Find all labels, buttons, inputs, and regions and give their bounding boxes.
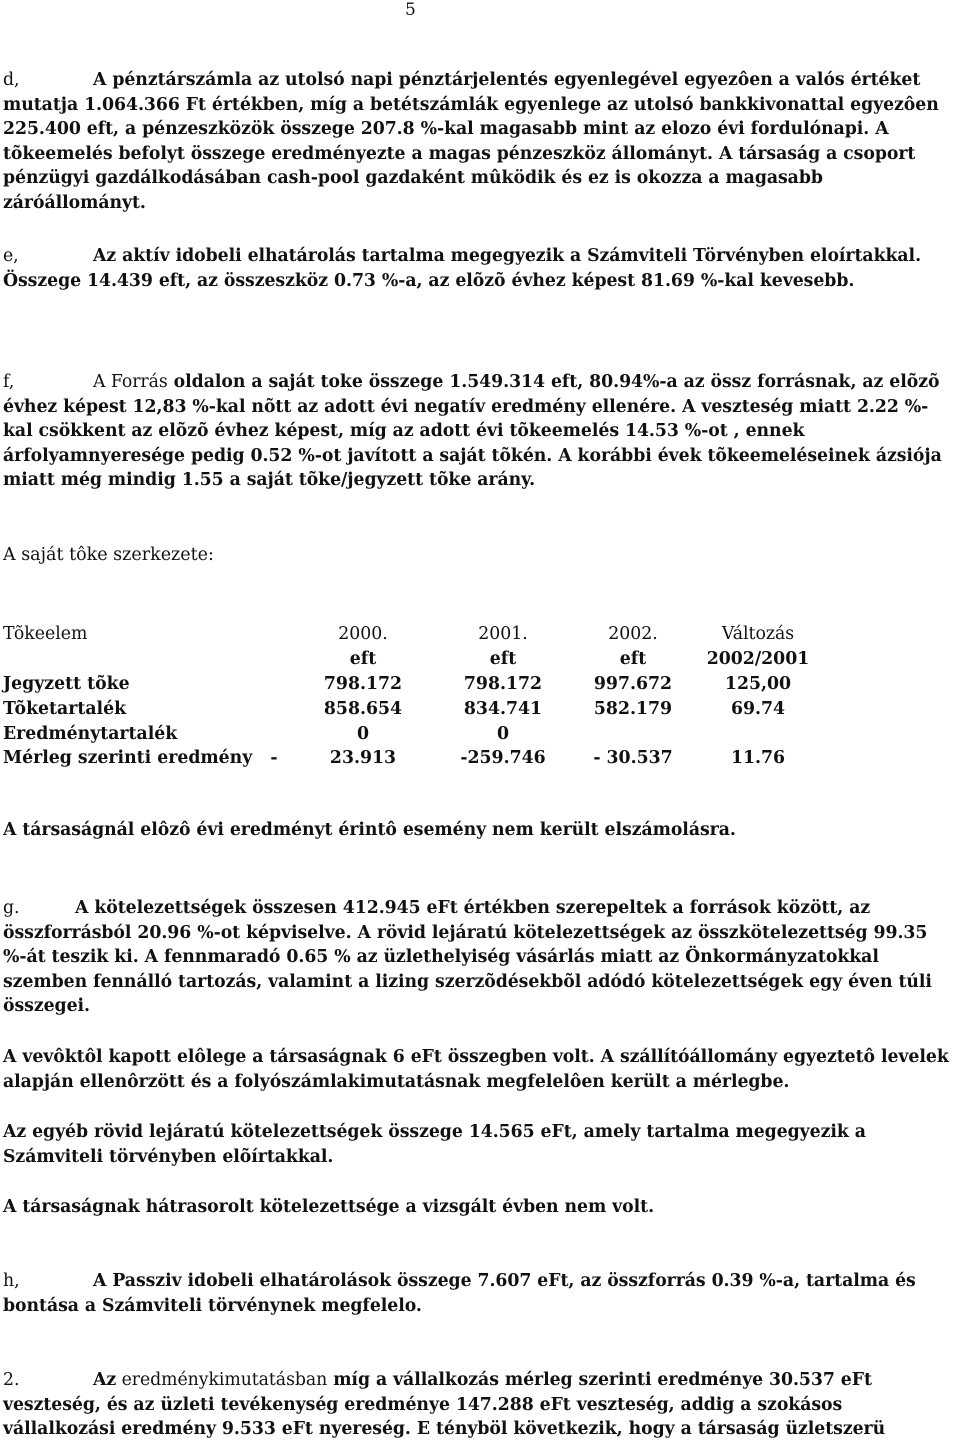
section-2-text-a: Az: [93, 1370, 117, 1390]
cell-2001: -259.746: [460, 748, 546, 769]
table-row: [3, 746, 828, 771]
section-h-paragraph: [3, 1269, 955, 1318]
table-row: [3, 696, 828, 721]
table-row: [3, 672, 828, 697]
cell-2002: [578, 721, 688, 746]
equity-heading: A saját tôke szerkezete:: [3, 545, 214, 565]
header-cell: 2000.: [338, 624, 388, 645]
equity-table-header: [3, 622, 828, 647]
event-note: A társaságnál elôzô évi eredményt érintô esemény nem került elszámolásra.: [3, 820, 736, 840]
section-d-text: A pénztárszámla az utolsó napi pénztárjelentés egyenlegével egyezôen a valós értéket mutatja 1.064.366 Ft értékben, míg a betétszámlák egyenlege az utolsó bankkivonattal egyezôen 225.400 eft, a pénzeszközök összege 207.8 %-kal magasabb mint az elozo évi fordulónapi. A tõkeemelés befolyt összege eredményezte a magas pénzeszköz állományt. A társaság a csoport pénzügyi gazdálkodásában cash-pool gazdaként mûködik és ez is okozza a magasabb záróállományt.: [3, 70, 939, 213]
equity-table: [3, 622, 828, 771]
section-e-label: e,: [3, 246, 19, 266]
section-f-paragraph: [3, 370, 955, 493]
page-number: 5: [405, 0, 416, 20]
cell-2002: - 30.537: [593, 748, 673, 769]
advance-note: A vevôktôl kapott elôlege a társaságnak 6 eFt összegben volt. A szállítóállomány egyeztetô levelek alapján ellenôrzött és a folyószámlakimutatásnak megfelelôen került a mérlegbe.: [3, 1047, 949, 1092]
section-e-text: Az aktív idobeli elhatárolás tartalma megegyezik a Számviteli Törvényben eloírtakkal. Összege 14.439 eft, az összeszköz 0.73 %-a, az elõzõ évhez képest 81.69 %-kal kevesebb.: [3, 246, 922, 291]
row-label: Jegyzett tõke: [3, 673, 130, 694]
cell-change: 11.76: [730, 748, 786, 769]
subheader-cell: [3, 647, 298, 672]
section-g-paragraph: [3, 896, 955, 1019]
section-f-text: oldalon a saját toke összege 1.549.314 eft, 80.94%-a az össz forrásnak, az elõzõ évhez képest 12,83 %-kal nõtt az adott évi negatív eredmény ellenére. A veszteség miatt 2.22 %-kal csökkent az elõzõ évhez képest, míg az adott évi tõkeemelés 14.53 %-ot , ennek árfolyamnyeresége pedig 0.52 %-ot javított a saját tõkén. A korábbi évek tõkeemeléseinek ázsiója miatt még mindig 1.55 a saját tõke/jegyzett tõke arány.: [3, 372, 942, 490]
cell-2001: 834.741: [463, 698, 543, 719]
row-label: Eredménytartalék: [3, 723, 178, 744]
section-d-label: d,: [3, 70, 20, 90]
cell-2001: 798.172: [463, 673, 543, 694]
cell-change: 125,00: [724, 673, 792, 694]
section-f-label: f,: [3, 372, 15, 392]
subheader-cell: eft: [489, 649, 517, 670]
cell-2002: 997.672: [593, 673, 673, 694]
table-row: [3, 721, 828, 746]
section-e-paragraph: [3, 244, 955, 293]
cell-change: [688, 721, 828, 746]
cell-2000: 858.654: [323, 698, 403, 719]
header-cell: 2002.: [608, 624, 658, 645]
header-cell: Változás: [721, 624, 795, 645]
cell-2001: 0: [496, 723, 510, 744]
cell-2000: 0: [356, 723, 370, 744]
section-2-text-normal: eredménykimutatásban: [116, 1370, 328, 1390]
cell-2000: 23.913: [329, 748, 397, 769]
cell-2000: 798.172: [323, 673, 403, 694]
section-2-text-b: míg a vállalkozás mérleg szerinti eredménye 30.537 eFt veszteség, és az üzleti tevékenység eredménye 147.288 eFt veszteség, addig a szokásos vállalkozási eredmény 9.533 eFt nyereség. E tényböl következik, hogy a társaság üzletszerü: [3, 1370, 886, 1439]
section-h-label: h,: [3, 1271, 20, 1291]
subordinated-note: A társaságnak hátrasorolt kötelezettsége a vizsgált évben nem volt.: [3, 1197, 655, 1217]
subheader-cell: 2002/2001: [706, 649, 810, 670]
cell-change: 69.74: [730, 698, 786, 719]
header-cell: 2001.: [478, 624, 528, 645]
section-g-text: A kötelezettségek összesen 412.945 eFt értékben szerepeltek a források között, az összforrásból 20.96 %-ot képviselve. A rövid lejáratú kötelezettségek az összkötelezettség 99.35 %-át teszik ki. A fennmaradó 0.65 % az üzlethelyiség vásárlás miatt az Önkormányzatokkal szemben fennálló tartozás, valamint a lizing szerzõdésekbõl adódó kötelezettségek egy éven túli összegei.: [3, 898, 932, 1016]
header-cell: Tõkeelem: [3, 624, 88, 645]
section-g-label: g.: [3, 898, 20, 918]
row-label: Tõketartalék: [3, 698, 127, 719]
equity-table-subheader: [3, 647, 828, 672]
section-d-paragraph: [3, 68, 955, 215]
section-f-text-normal: A Forrás: [93, 372, 168, 392]
row-label: Mérleg szerinti eredmény -: [3, 748, 278, 769]
subheader-cell: eft: [349, 649, 377, 670]
other-liabilities-note: Az egyéb rövid lejáratú kötelezettségek összege 14.565 eFt, amely tartalma megegyezik a Számviteli törvényben elõírtakkal.: [3, 1122, 866, 1167]
section-h-text: A Passziv idobeli elhatárolások összege 7.607 eFt, az összforrás 0.39 %-a, tartalma és bontása a Számviteli törvénynek megfelelo.: [3, 1271, 916, 1316]
section-2-paragraph: [3, 1368, 955, 1442]
subheader-cell: eft: [619, 649, 647, 670]
section-2-label: 2.: [3, 1370, 20, 1390]
cell-2002: 582.179: [593, 698, 673, 719]
